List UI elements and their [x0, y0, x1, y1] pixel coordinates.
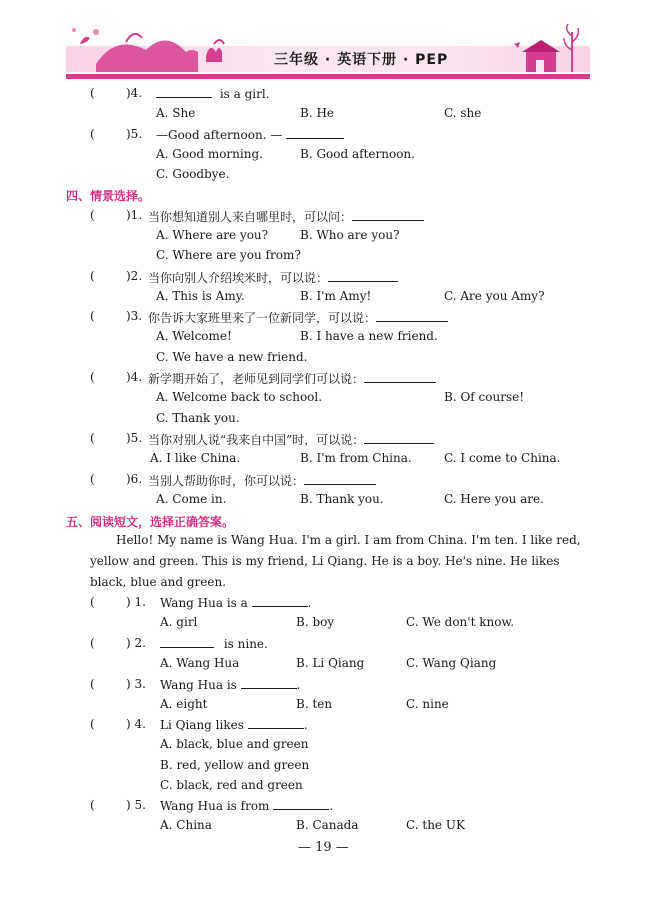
item-stem: 新学期开始了，老师见到同学们可以说： [148, 370, 436, 387]
answer-blank[interactable] [248, 717, 304, 729]
option-c: C. Where are you from? [156, 248, 301, 262]
option-a: A. eight [160, 697, 208, 711]
answer-paren: ( [90, 431, 95, 445]
option-b: B. boy [296, 615, 335, 629]
option-a: A. Where are you? [156, 228, 269, 242]
option-b: B. He [300, 106, 335, 120]
option-b: B. Good afternoon. [300, 147, 415, 161]
option-b: B. Who are you? [300, 228, 400, 242]
option-a: A. Come in. [156, 492, 227, 506]
option-c: C. black, red and green [160, 778, 303, 792]
answer-paren: ( [90, 798, 95, 812]
item-num: )5. [126, 431, 143, 445]
answer-paren: ( [90, 472, 95, 486]
answer-blank[interactable] [328, 270, 398, 282]
option-b: B. I'm from China. [300, 451, 412, 465]
option-c: C. We don't know. [406, 615, 515, 629]
stem-text: is a girl. [219, 87, 270, 101]
item-num: ) 5. [126, 798, 146, 812]
item-num: ) 1. [126, 595, 146, 609]
option-b: B. Of course! [444, 390, 525, 404]
answer-blank[interactable] [241, 677, 297, 689]
option-c: C. I come to China. [444, 451, 561, 465]
passage-line-3: black, blue and green. [90, 575, 227, 589]
answer-blank[interactable] [352, 209, 424, 221]
passage-line-2: yellow and green. This is my friend, Li Qiang. He is a boy. He's nine. He likes [90, 554, 560, 568]
header-decoration-right-icon [506, 22, 590, 78]
answer-blank[interactable] [160, 636, 214, 648]
section-4-title: 四、情景选择。 [66, 189, 151, 203]
q3-item-5-stem [156, 127, 344, 142]
option-a: A. girl [160, 615, 198, 629]
item-num: ) 3. [126, 677, 146, 691]
item-num: ) 2. [126, 636, 146, 650]
option-a: A. Good morning. [156, 147, 263, 161]
option-c: C. she [444, 106, 482, 120]
answer-paren: ( [90, 309, 95, 323]
stem-text: —Good afternoon. — [156, 128, 283, 142]
answer-blank[interactable] [376, 310, 448, 322]
option-c: C. Wang Qiang [406, 656, 497, 670]
answer-blank[interactable] [156, 86, 212, 98]
option-a: A. China [160, 818, 212, 832]
item-stem: 当别人帮助你时，你可以说： [148, 472, 376, 489]
answer-blank[interactable] [364, 432, 434, 444]
item-stem: Wang Hua is a . [160, 596, 312, 610]
answer-paren: ( [90, 208, 95, 222]
answer-paren: ( [90, 370, 95, 384]
option-c: C. Are you Amy? [444, 289, 545, 303]
option-a: A. This is Amy. [156, 289, 245, 303]
answer-blank[interactable] [252, 595, 308, 607]
option-a: A. Welcome! [156, 329, 232, 343]
item-stem: Li Qiang likes . [160, 718, 308, 732]
option-a: A. Welcome back to school. [156, 390, 323, 404]
option-b: B. Canada [296, 818, 359, 832]
answer-paren: ( [90, 127, 95, 141]
option-c: C. Here you are. [444, 492, 544, 506]
header-bar [66, 74, 590, 79]
option-b: B. red, yellow and green [160, 758, 310, 772]
item-stem: is nine. [160, 636, 268, 651]
answer-paren: ( [90, 269, 95, 283]
option-a: A. She [156, 106, 196, 120]
option-a: A. I like China. [150, 451, 241, 465]
option-c: C. Thank you. [156, 411, 240, 425]
option-b: B. I have a new friend. [300, 329, 438, 343]
item-num: )4. [126, 370, 143, 384]
item-num: )6. [126, 472, 143, 486]
q3-item-4-num: )4. [126, 86, 143, 100]
answer-blank[interactable] [364, 371, 436, 383]
answer-paren: ( [90, 636, 95, 650]
header-decoration-left-icon [66, 22, 236, 78]
answer-paren: ( [90, 595, 95, 609]
header-title: 三年级 · 英语下册 · PEP [274, 52, 449, 68]
page-number: — 19 — [298, 840, 349, 855]
item-num: )3. [126, 309, 143, 323]
item-num: )1. [126, 208, 143, 222]
answer-paren: ( [90, 717, 95, 731]
option-b: B. I'm Amy! [300, 289, 372, 303]
item-num: ) 4. [126, 717, 146, 731]
item-stem: Wang Hua is . [160, 678, 301, 692]
option-c: C. Goodbye. [156, 167, 230, 181]
page-header [66, 22, 590, 80]
item-stem: 当你想知道别人来自哪里时，可以问： [148, 208, 424, 225]
option-a: A. black, blue and green [160, 737, 309, 751]
option-b: B. ten [296, 697, 333, 711]
passage-line-1: Hello! My name is Wang Hua. I'm a girl. I am from China. I'm ten. I like red, [116, 533, 581, 547]
answer-paren: ( [90, 86, 95, 100]
item-stem: 当你对别人说“我来自中国”时，可以说： [148, 431, 434, 448]
answer-blank[interactable] [304, 473, 376, 485]
item-stem: 你告诉大家班里来了一位新同学，可以说： [148, 309, 448, 326]
q3-item-4 [90, 86, 95, 100]
option-b: B. Li Qiang [296, 656, 365, 670]
option-b: B. Thank you. [300, 492, 384, 506]
section-5-title: 五、阅读短文，选择正确答案。 [66, 515, 235, 529]
option-c: C. the UK [406, 818, 465, 832]
answer-blank[interactable] [286, 127, 344, 139]
item-stem: 当你向别人介绍埃米时，可以说： [148, 269, 398, 286]
item-stem: Wang Hua is from . [160, 799, 334, 813]
option-c: C. We have a new friend. [156, 350, 308, 364]
answer-paren: ( [90, 677, 95, 691]
q3-item-4-stem [156, 86, 270, 101]
q3-item-5-num: )5. [126, 127, 143, 141]
option-a: A. Wang Hua [160, 656, 240, 670]
option-c: C. nine [406, 697, 449, 711]
answer-blank[interactable] [273, 798, 329, 810]
item-num: )2. [126, 269, 143, 283]
